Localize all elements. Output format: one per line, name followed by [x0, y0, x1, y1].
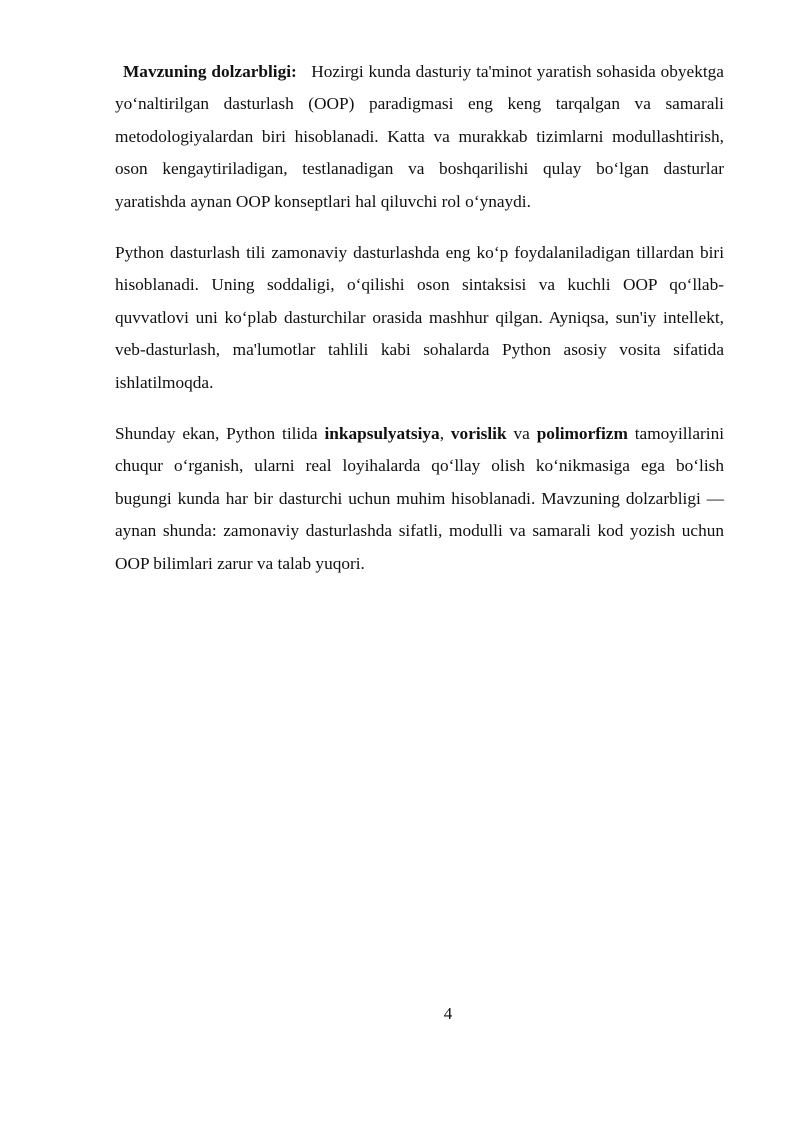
principles-text-b: , — [439, 424, 451, 444]
term-polymorphism: polimorfizm — [536, 424, 628, 444]
relevance-heading: Mavzuning dolzarbligi: — [123, 62, 297, 81]
python-text: Python dasturlash tili zamonaviy dasturlashda eng ko‘p foydalaniladigan tillardan biri hisoblanadi. Uning soddaligi, o‘qilishi oson sintaksisi va kuchli OOP qo‘llab-quvvatlovi uni ko‘plab dasturchilar orasida mashhur qilgan. Ayniqsa, sun'iy intellekt, veb-dasturlash, ma'lumotlar tahlili kabi sohalarda Python asosiy vosita sifatida ishlatilmoqda. — [115, 243, 724, 392]
paragraph-relevance — [115, 56, 729, 218]
principles-text-d: tamoyillarini chuqur o‘rganish, ularni real loyihalarda qo‘llay olish ko‘nikmasiga ega bo‘lish bugungi kunda har bir dasturchi uchun muhim hisoblanadi. Mavzuning dolzarbligi — aynan shunda: zamonaviy dasturlashda sifatli, modulli va samarali kod yozish uchun OOP bilimlari zarur va talab yuqori. — [115, 424, 725, 573]
principles-text-c: va — [506, 424, 537, 444]
principles-text-a: Shunday ekan, Python tilida — [115, 424, 325, 444]
paragraph-python — [115, 237, 724, 399]
paragraph-oop-principles — [115, 418, 724, 580]
page-number: 4 — [443, 1004, 453, 1023]
term-inheritance: vorislik — [450, 424, 507, 444]
page-content — [115, 56, 729, 599]
term-encapsulation: inkapsulyatsiya — [324, 424, 440, 444]
relevance-text: Hozirgi kunda dasturiy ta'minot yaratish sohasida obyektga yo‘naltirilgan dasturlash (OOP) paradigmasi eng keng tarqalgan va samarali metodologiyalardan biri hisoblanadi. Katta va murakkab tizimlarni modullashtirish, oson kengaytiriladigan, testlanadigan va boshqarilishi qulay bo‘lgan dasturlar yaratishda aynan OOP konseptlari hal qiluvchi rol o‘ynaydi. — [115, 62, 729, 211]
